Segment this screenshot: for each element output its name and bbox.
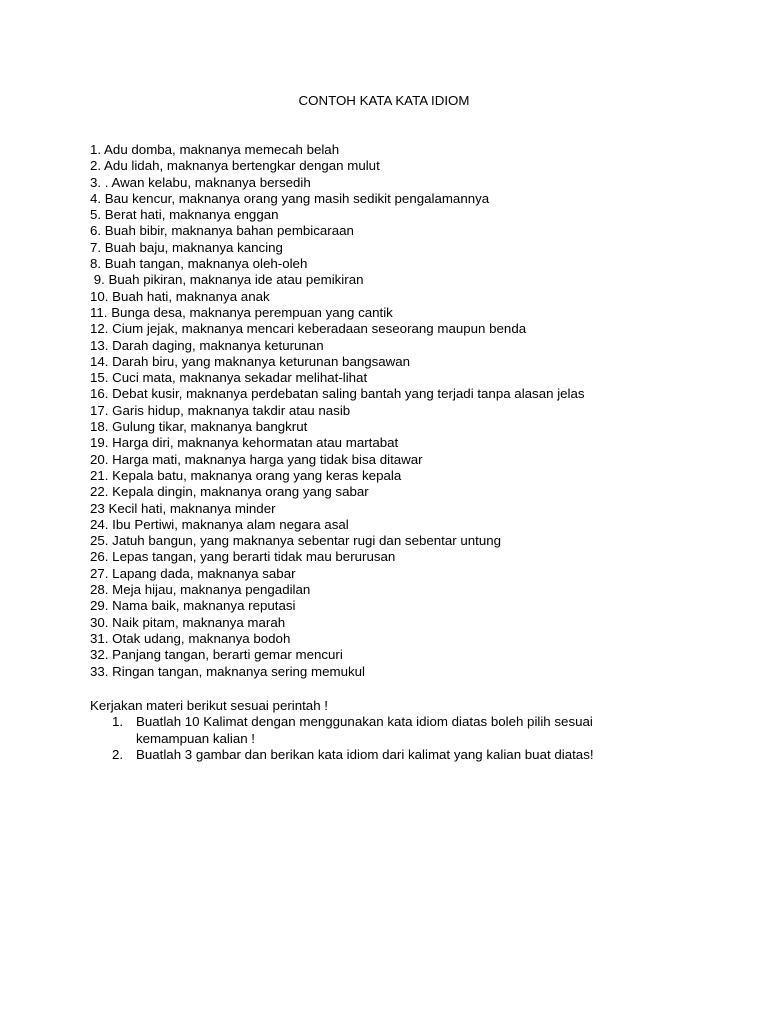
idiom-list	[90, 142, 730, 680]
idiom-item-15: 15. Cuci mata, maknanya sekadar melihat-lihat	[90, 370, 368, 386]
idiom-item-4: 4. Bau kencur, maknanya orang yang masih sedikit pengalamannya	[90, 190, 490, 206]
idiom-item-30: 30. Naik pitam, maknanya marah	[90, 614, 286, 630]
task-item-2	[90, 747, 626, 763]
idiom-item-5: 5. Berat hati, maknanya enggan	[90, 207, 279, 223]
idiom-item-7: 7. Buah baju, maknanya kancing	[90, 239, 283, 255]
idiom-item-20: 20. Harga mati, maknanya harga yang tidak bisa ditawar	[90, 451, 423, 467]
idiom-item-13: 13. Darah daging, maknanya keturunan	[90, 337, 324, 353]
idiom-item-18: 18. Gulung tikar, maknanya bangkrut	[90, 419, 308, 435]
task-text: Buatlah 10 Kalimat dengan menggunakan kata idiom diatas boleh pilih sesuai kemampuan kalian !	[136, 714, 593, 746]
idiom-item-31: 31. Otak udang, maknanya bodoh	[90, 630, 291, 646]
idiom-item-29: 29. Nama baik, maknanya reputasi	[90, 598, 296, 614]
idiom-item-3: 3. . Awan kelabu, maknanya bersedih	[90, 174, 311, 190]
task-section	[90, 698, 690, 763]
task-text: Buatlah 3 gambar dan berikan kata idiom dari kalimat yang kalian buat diatas!	[136, 746, 594, 762]
idiom-item-32: 32. Panjang tangan, berarti gemar mencuri	[90, 647, 343, 663]
idiom-item-11: 11. Bunga desa, maknanya perempuan yang cantik	[90, 304, 393, 320]
idiom-item-24: 24. Ibu Pertiwi, maknanya alam negara asal	[90, 516, 349, 532]
idiom-item-16: 16. Debat kusir, maknanya perdebatan saling bantah yang terjadi tanpa alasan jelas	[90, 386, 585, 402]
idiom-item-26: 26. Lepas tangan, yang berarti tidak mau berurusan	[90, 549, 396, 565]
task-item-1	[90, 714, 626, 747]
idiom-item-2: 2. Adu lidah, maknanya bertengkar dengan mulut	[90, 158, 380, 174]
idiom-item-1: 1. Adu domba, maknanya memecah belah	[90, 142, 340, 157]
idiom-item-27: 27. Lapang dada, maknanya sabar	[90, 565, 296, 581]
idiom-item-25: 25. Jatuh bangun, yang maknanya sebentar rugi dan sebentar untung	[90, 533, 502, 549]
idiom-item-10: 10. Buah hati, maknanya anak	[90, 288, 270, 304]
idiom-item-12: 12. Cium jejak, maknanya mencari keberadaan seseorang maupun benda	[90, 321, 527, 337]
task-number: 1.	[112, 714, 124, 730]
task-number: 2.	[112, 746, 124, 762]
task-intro: Kerjakan materi berikut sesuai perintah !	[90, 698, 328, 713]
idiom-item-22: 22. Kepala dingin, maknanya orang yang sabar	[90, 484, 369, 500]
idiom-item-8: 8. Buah tangan, maknanya oleh-oleh	[90, 256, 308, 272]
idiom-item-23: 23 Kecil hati, maknanya minder	[90, 500, 276, 516]
document-title: CONTOH KATA KATA IDIOM	[298, 93, 470, 108]
idiom-item-28: 28. Meja hijau, maknanya pengadilan	[90, 582, 311, 598]
idiom-item-17: 17. Garis hidup, maknanya takdir atau nasib	[90, 402, 351, 418]
idiom-item-14: 14. Darah biru, yang maknanya keturunan bangsawan	[90, 353, 411, 369]
idiom-item-6: 6. Buah bibir, maknanya bahan pembicaraan	[90, 223, 354, 239]
idiom-item-9: 9. Buah pikiran, maknanya ide atau pemikiran	[90, 272, 364, 288]
idiom-item-19: 19. Harga diri, maknanya kehormatan atau martabat	[90, 435, 399, 451]
idiom-item-33: 33. Ringan tangan, maknanya sering memukul	[90, 663, 365, 679]
idiom-item-21: 21. Kepala batu, maknanya orang yang keras kepala	[90, 467, 402, 483]
